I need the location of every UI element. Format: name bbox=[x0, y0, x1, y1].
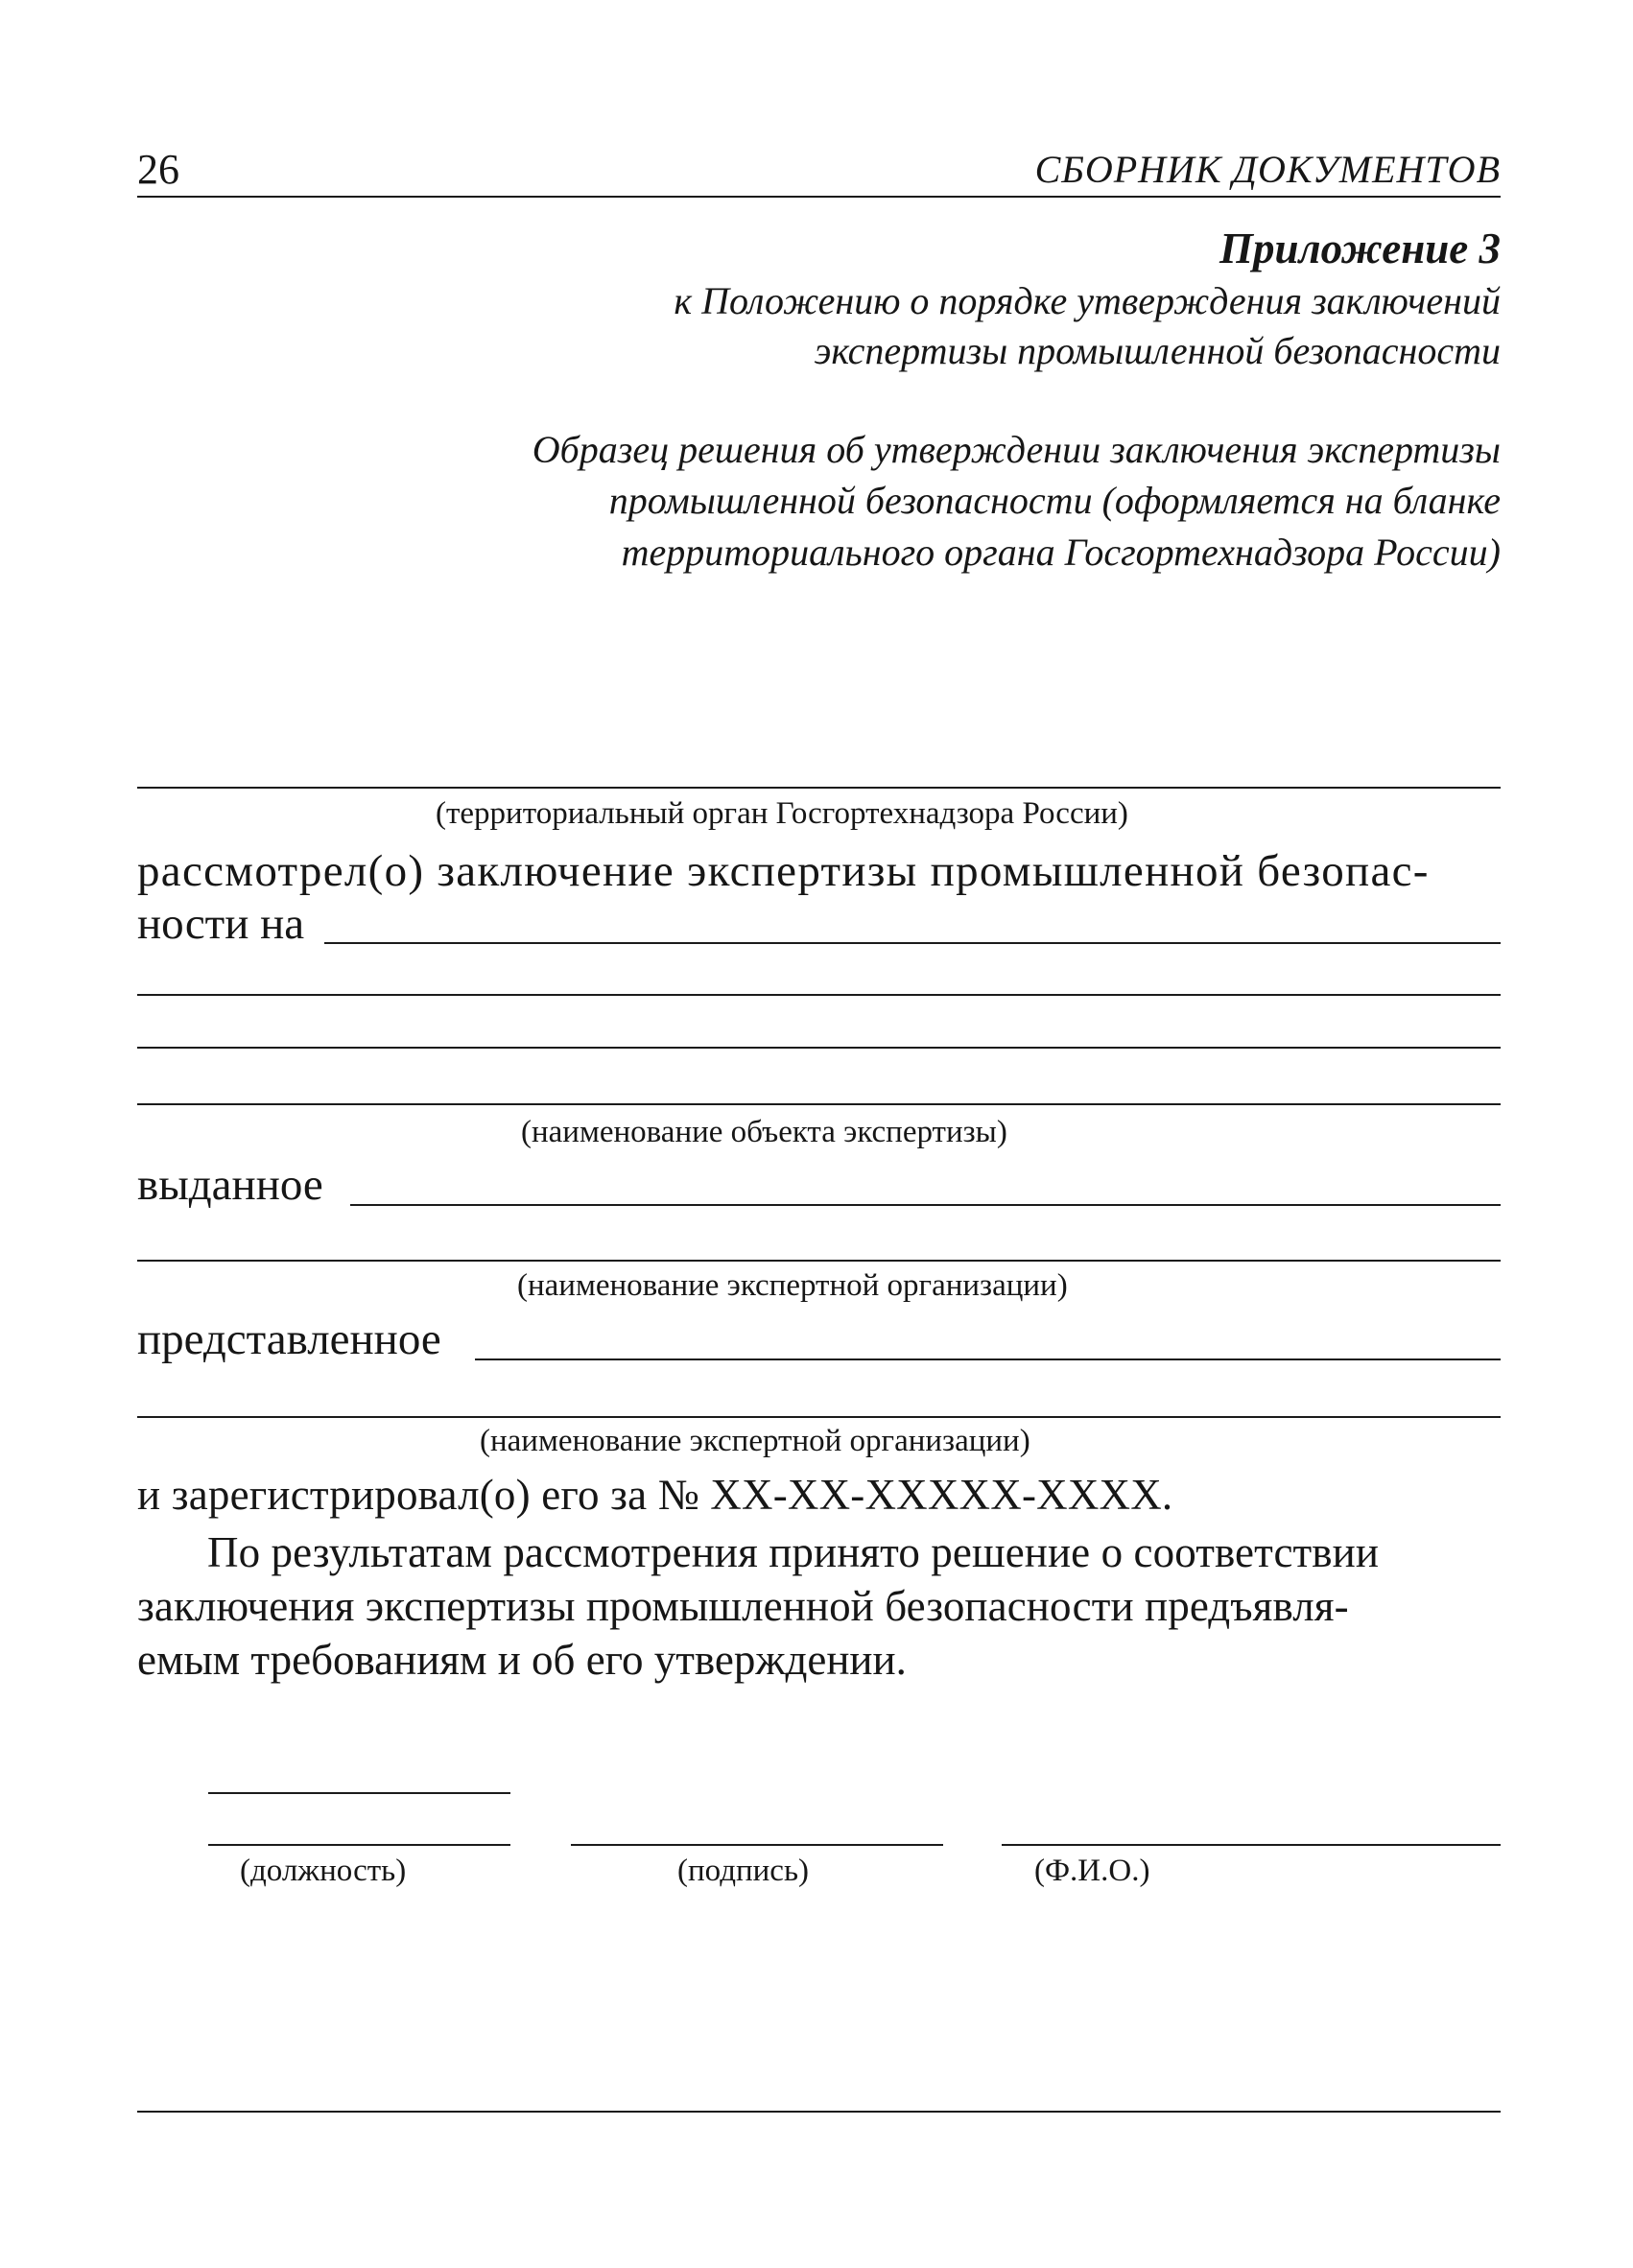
name-blank-line bbox=[1002, 1844, 1501, 1846]
decision-line: По результатам рассмотрения принято решение о соответствии bbox=[207, 1528, 1379, 1576]
name-caption: (Ф.И.О.) bbox=[1034, 1854, 1150, 1888]
presented-blank-line bbox=[137, 1416, 1501, 1418]
object-caption: (наименование объекта экспертизы) bbox=[521, 1115, 1007, 1149]
issued-blank-line bbox=[137, 1260, 1501, 1262]
appendix-subtitle-line: к Положению о порядке утверждения заключений bbox=[674, 279, 1501, 322]
presented-label: представленное bbox=[137, 1314, 441, 1364]
territorial-body-caption: (территориальный орган Госгортехнадзора России) bbox=[436, 796, 1128, 831]
object-blank-line bbox=[137, 1103, 1501, 1105]
reviewed-text-line: рассмотрел(о) заключение экспертизы промышленной безопас- bbox=[137, 846, 1430, 896]
object-blank-line bbox=[137, 1047, 1501, 1049]
header-rule bbox=[137, 196, 1501, 198]
expert-org-caption: (наименование экспертной организации) bbox=[480, 1424, 1030, 1458]
registered-line: и зарегистрировал(о) его за № ХХ-ХХ-ХХХХХ-ХХХХ. bbox=[137, 1471, 1173, 1519]
issued-label: выданное bbox=[137, 1160, 323, 1210]
footer-rule bbox=[137, 2111, 1501, 2113]
sample-note-line: промышленной безопасности (оформляется на бланке bbox=[608, 479, 1501, 522]
decision-line: емым требованиям и об его утверждении. bbox=[137, 1636, 907, 1684]
decision-line: заключения экспертизы промышленной безопасности предъявля- bbox=[137, 1582, 1349, 1630]
running-title: СБОРНИК ДОКУМЕНТОВ bbox=[1034, 148, 1501, 191]
signature-blank-line bbox=[571, 1844, 943, 1846]
sample-note-line: Образец решения об утверждении заключения экспертизы bbox=[532, 428, 1501, 471]
position-caption: (должность) bbox=[240, 1854, 407, 1888]
sample-note-line: территориального органа Госгортехнадзора России) bbox=[621, 531, 1501, 574]
appendix-title: Приложение 3 bbox=[1219, 224, 1501, 272]
issued-blank-line bbox=[350, 1204, 1501, 1206]
presented-blank-line bbox=[475, 1358, 1501, 1360]
position-blank-line bbox=[208, 1844, 510, 1846]
signature-caption: (подпись) bbox=[677, 1854, 809, 1888]
territorial-body-blank-line bbox=[137, 787, 1501, 789]
position-blank-line bbox=[208, 1792, 510, 1794]
reviewed-text-line-2: ности на bbox=[137, 899, 305, 949]
object-blank-line bbox=[324, 942, 1501, 944]
page-number: 26 bbox=[137, 146, 179, 193]
object-blank-line bbox=[137, 994, 1501, 996]
appendix-subtitle-line: экспертизы промышленной безопасности bbox=[814, 329, 1501, 372]
expert-org-caption: (наименование экспертной организации) bbox=[517, 1268, 1068, 1303]
